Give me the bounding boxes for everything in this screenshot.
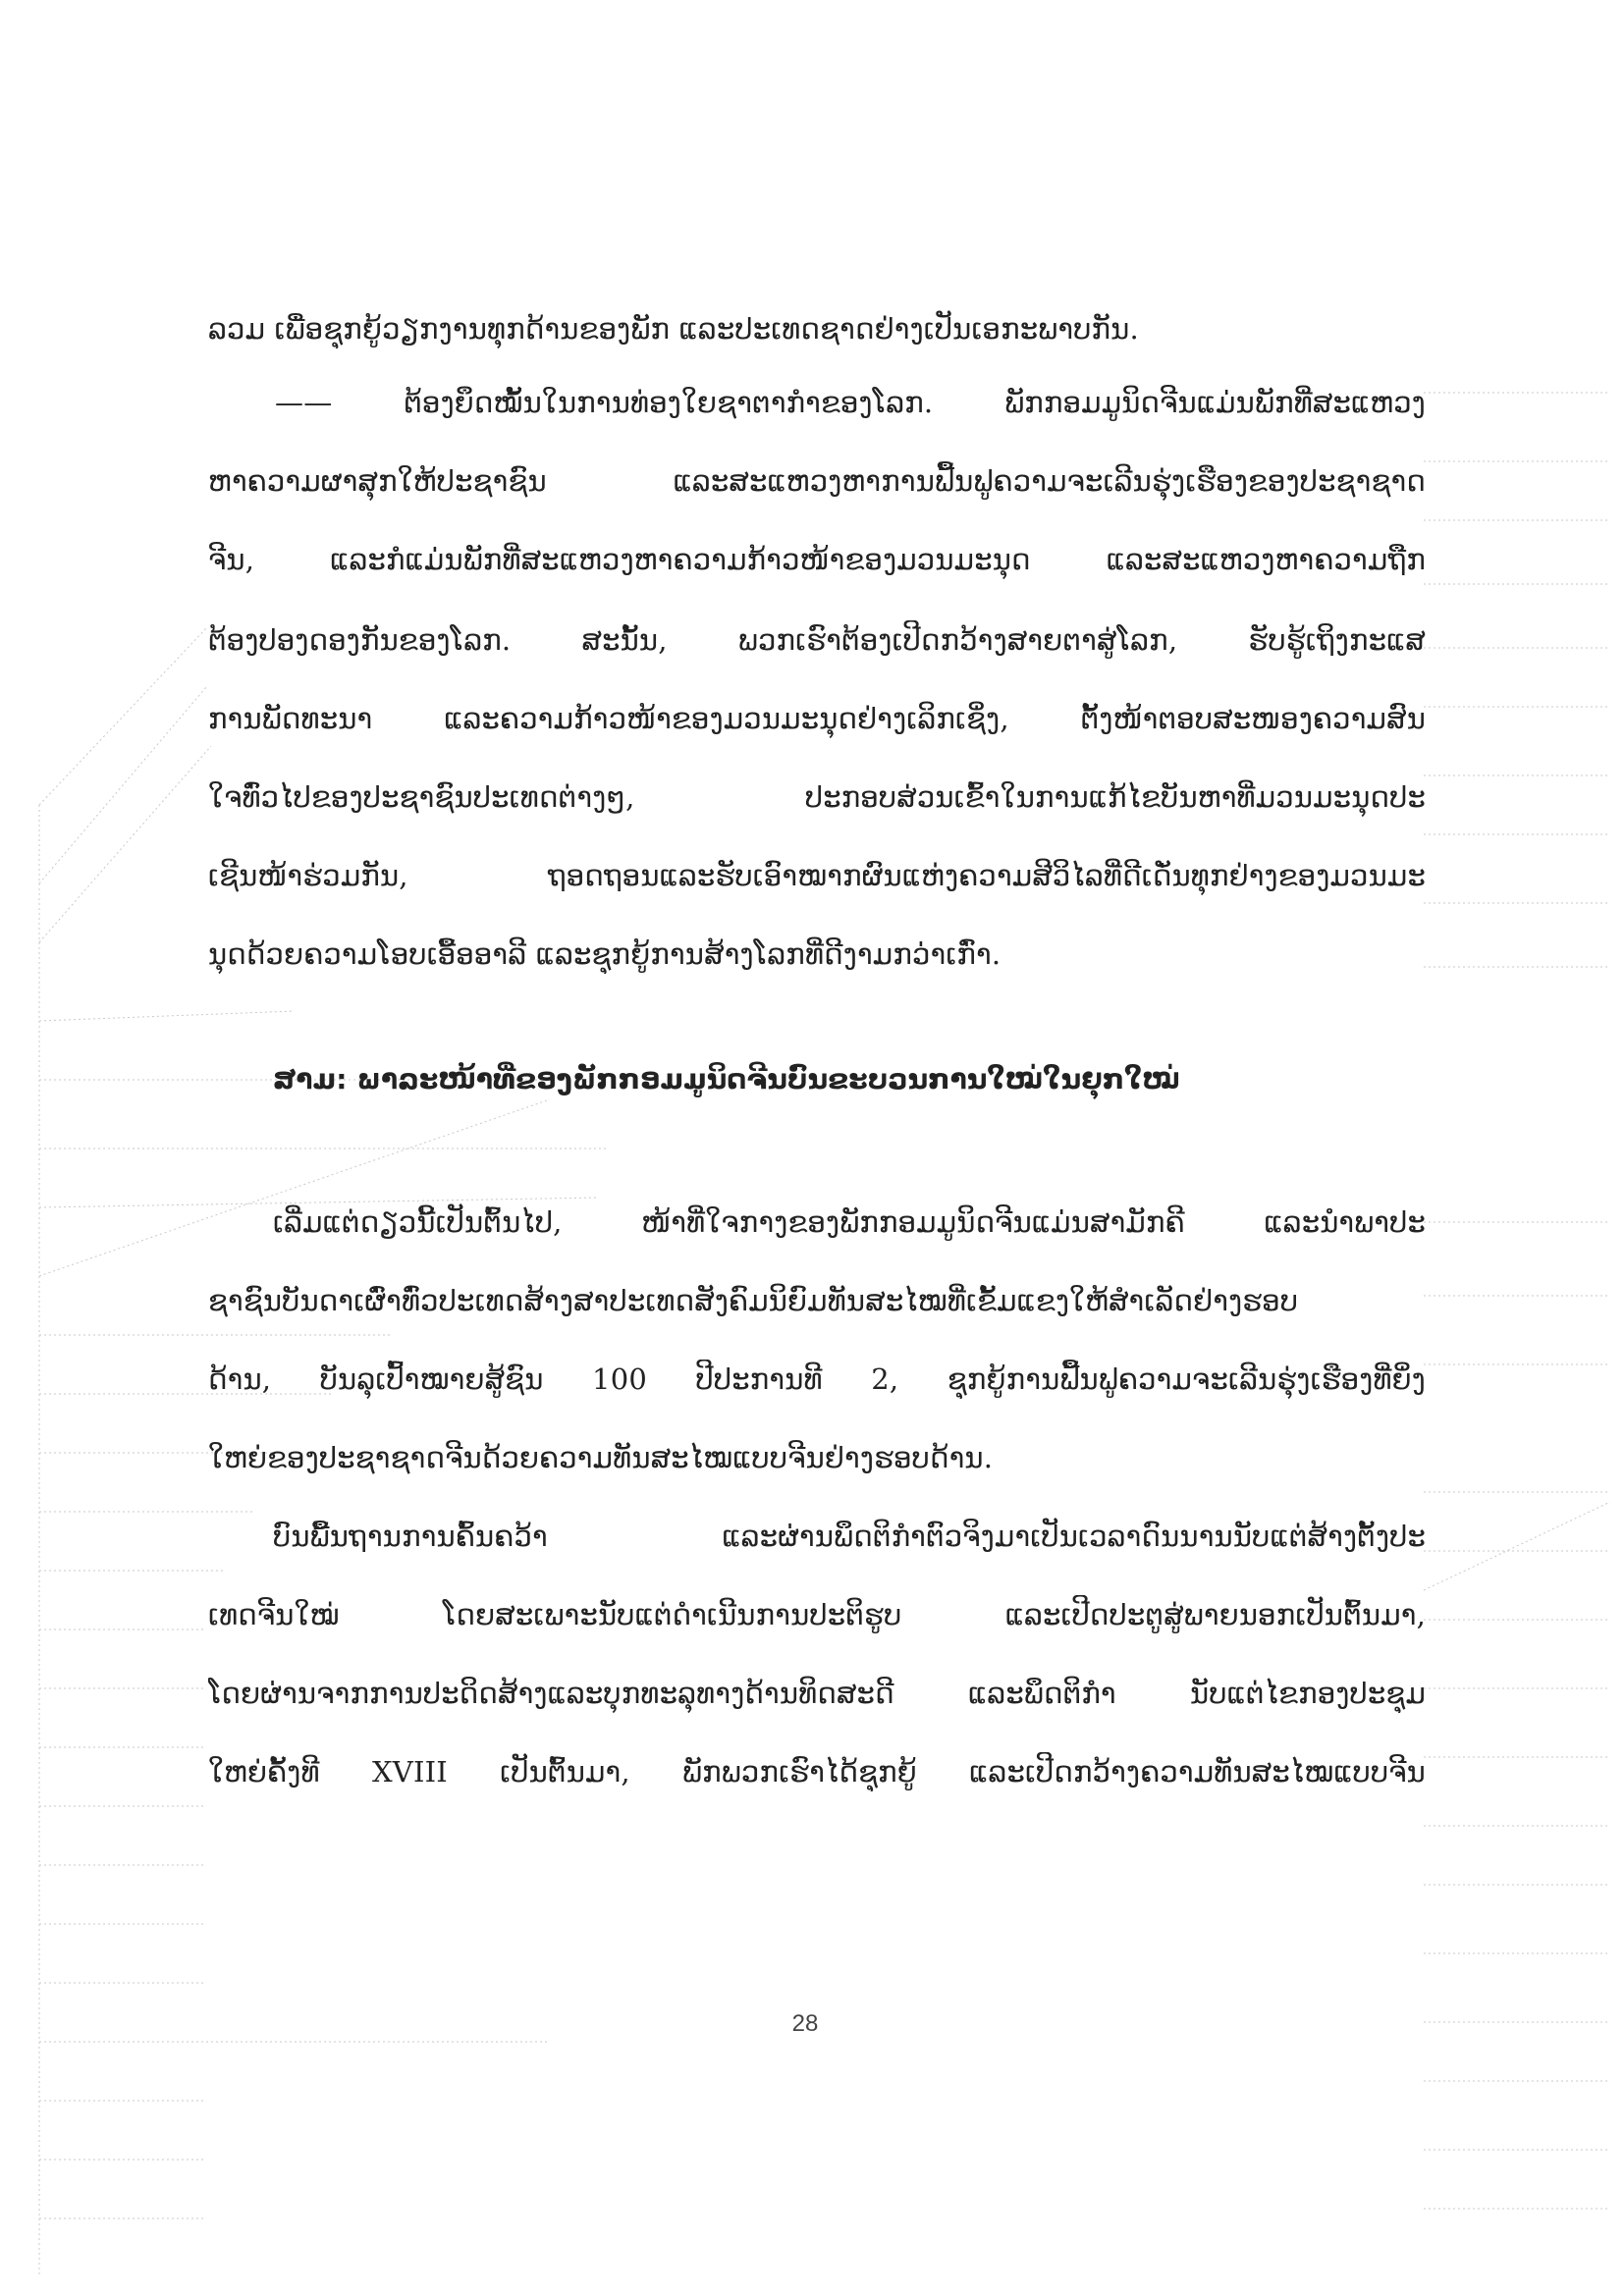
body-line-8: ເຊີນໜ້າຮ່ວມກັນ, ຖອດຖອນແລະຮັບເອົາໝາກຜົນແຫ່ງຄວາມສີວິໄລທີ່ດີເດັ່ນທຸກຢ່າງຂອງມວນມະ: [208, 859, 1426, 892]
body-line-1: ລວມ ເພື່ອຊຸກຍູ້ວຽກງານທຸກດ້ານຂອງພັກ ແລະປະເທດຊາດຢ່າງເປັນເອກະພາບກັນ.: [208, 312, 1139, 346]
body-line-3: ຫາຄວາມຜາສຸກໃຫ້ປະຊາຊົນ ແລະສະແຫວງຫາການຟື້ນຟູຄວາມຈະເລີນຮຸ່ງເຮືອງຂອງປະຊາຊາດ: [208, 464, 1426, 498]
body-line-18: ໃຫຍ່ຄັ້ງທີ XVIII ເປັນຕົ້ນມາ, ພັກພວກເຮົາໄດ້ຊຸກຍູ້ ແລະເປີດກວ້າງຄວາມທັນສະໄໝແບບຈີນ: [208, 1755, 1426, 1789]
body-line-5: ຕ້ອງປອງດອງກັນຂອງໂລກ. ສະນັ້ນ, ພວກເຮົາຕ້ອງເປີດກວ້າງສາຍຕາສູ່ໂລກ, ຮັບຮູ້ເຖິງກະແສ: [208, 623, 1426, 657]
body-line-6: ການພັດທະນາ ແລະຄວາມກ້າວໜ້າຂອງມວນມະນຸດຢ່າງເລິກເຊິ່ງ, ຕັ້ງໜ້າຕອບສະໜອງຄວາມສົນ: [208, 702, 1426, 735]
body-line-9: ນຸດດ້ວຍຄວາມໂອບເອື້ອອາລີ ແລະຊຸກຍູ້ການສ້າງໂລກທີ່ດີງາມກວ່າເກົ່າ.: [208, 937, 1001, 971]
body-line-15: ບົນພື້ນຖານການຄົ້ນຄວ້າ ແລະຜ່ານພຶດຕິກຳຕົວຈິງມາເປັນເວລາດົນນານນັບແຕ່ສ້າງຕັ້ງປະ: [273, 1520, 1426, 1553]
section-heading: ສາມ: ພາລະໜ້າທີ່ຂອງພັກກອມມູນິດຈີນບົນຂະບວນການໃໝ່ໃນຍຸກໃໝ່: [273, 1063, 1180, 1095]
body-line-2: —— ຕ້ອງຍຶດໝັ້ນໃນການທ່ອງໃຍຊາຕາກຳຂອງໂລກ. ພັກກອມມູນິດຈີນແມ່ນພັກທີ່ສະແຫວງ: [275, 386, 1426, 419]
body-line-11: ເລີ່ມແຕ່ດຽວນີ້ເປັນຕົ້ນໄປ, ໜ້າທີ່ໃຈກາງຂອງພັກກອມມູນິດຈີນແມ່ນສາມັກຄີ ແລະນຳພາປະ: [273, 1205, 1426, 1239]
body-line-17: ໂດຍຜ່ານຈາກການປະດິດສ້າງແລະບຸກທະລຸທາງດ້ານທິດສະດີ ແລະພຶດຕິກຳ ນັບແຕ່ໄຂກອງປະຊຸມ: [208, 1677, 1426, 1710]
body-line-14: ໃຫຍ່ຂອງປະຊາຊາດຈີນດ້ວຍຄວາມທັນສະໄໝແບບຈີນຢ່າງຮອບດ້ານ.: [208, 1441, 994, 1474]
body-line-4: ຈີນ, ແລະກໍແມ່ນພັກທີ່ສະແຫວງຫາຄວາມກ້າວໜ້າຂອງມວນມະນຸດ ແລະສະແຫວງຫາຄວາມຖືກ: [208, 543, 1426, 576]
body-line-7: ໃຈທົ່ວໄປຂອງປະຊາຊົນປະເທດຕ່າງໆ, ປະກອບສ່ວນເຂົ້າໃນການແກ້ໄຂບັນຫາທີ່ມວນມະນຸດປະ: [208, 780, 1426, 814]
page-number: 28: [791, 2010, 819, 2037]
body-line-12: ຊາຊົນບັນດາເຜົ່າທົ່ວປະເທດສ້າງສາປະເທດສັງຄົມນິຍົມທັນສະໄໝທີ່ເຂັ້ມແຂງໃຫ້ສຳເລັດຢ່າງຮອບ: [208, 1284, 1299, 1317]
body-line-16: ເທດຈີນໃໝ່ ໂດຍສະເພາະນັບແຕ່ດຳເນີນການປະຕິຮູບ ແລະເປີດປະຕູສູ່ພາຍນອກເປັນຕົ້ນມາ,: [208, 1598, 1426, 1631]
body-line-13: ດ້ານ, ບັນລຸເປົ້າໝາຍສູ້ຊົນ 100 ປີປະການທີ 2, ຊຸກຍູ້ການຟື້ນຟູຄວາມຈະເລີນຮຸ່ງເຮືອງທີ່ຍິ່ງ: [208, 1362, 1426, 1396]
